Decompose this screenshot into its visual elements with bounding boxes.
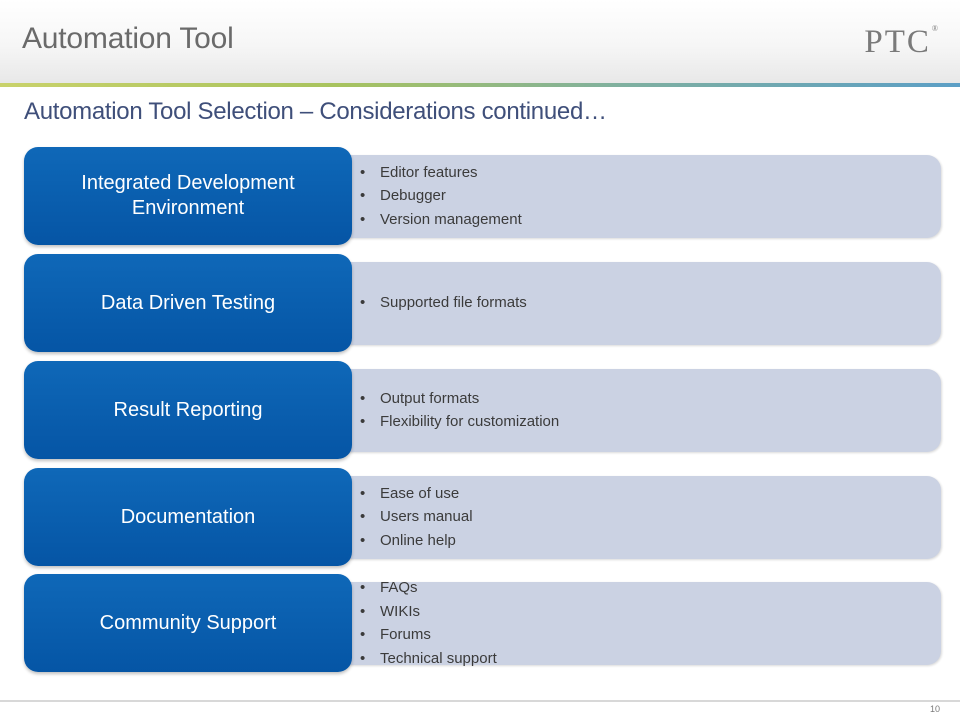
- list-item: • Debugger: [360, 184, 522, 208]
- list-item: • Users manual: [360, 505, 473, 529]
- consideration-row-data-driven-testing: [24, 254, 944, 352]
- list-item: • Forums: [360, 623, 497, 647]
- category-label: Integrated Development Environment: [81, 172, 295, 219]
- detail-list: [360, 361, 559, 459]
- detail-list: [360, 254, 527, 352]
- footer-divider: [0, 700, 960, 702]
- consideration-row-result-reporting: [24, 361, 944, 459]
- slide-title: Automation Tool: [22, 22, 234, 55]
- ptc-logo: [864, 24, 938, 61]
- category-tab: [24, 147, 352, 245]
- list-item: • Editor features: [360, 161, 522, 185]
- list-item: • WIKIs: [360, 600, 497, 624]
- list-item: • FAQs: [360, 576, 497, 600]
- detail-list: [360, 468, 473, 566]
- list-item: • Technical support: [360, 647, 497, 671]
- category-label: Documentation: [120, 505, 256, 528]
- list-item: • Output formats: [360, 387, 559, 411]
- consideration-row-ide: [24, 147, 944, 245]
- slide-subtitle: Automation Tool Selection – Considerations continued…: [24, 98, 607, 125]
- category-tab: [24, 574, 352, 672]
- list-item: • Version management: [360, 208, 522, 232]
- list-item: • Flexibility for customization: [360, 410, 559, 434]
- registered-mark: ®: [931, 24, 938, 33]
- list-item: • Supported file formats: [360, 291, 527, 315]
- consideration-row-documentation: [24, 468, 944, 566]
- consideration-row-community-support: [24, 574, 944, 672]
- list-item: • Ease of use: [360, 482, 473, 506]
- category-tab: [24, 468, 352, 566]
- detail-list: [360, 147, 522, 245]
- logo-text: PTC: [864, 24, 931, 60]
- category-label: Result Reporting: [113, 398, 263, 421]
- page-number: 10: [929, 704, 940, 714]
- category-tab: [24, 361, 352, 459]
- category-tab: [24, 254, 352, 352]
- detail-list: [360, 574, 497, 672]
- header-accent-line: [0, 83, 960, 87]
- category-label: Community Support: [99, 611, 277, 634]
- category-label: Data Driven Testing: [100, 291, 276, 314]
- list-item: • Online help: [360, 529, 473, 553]
